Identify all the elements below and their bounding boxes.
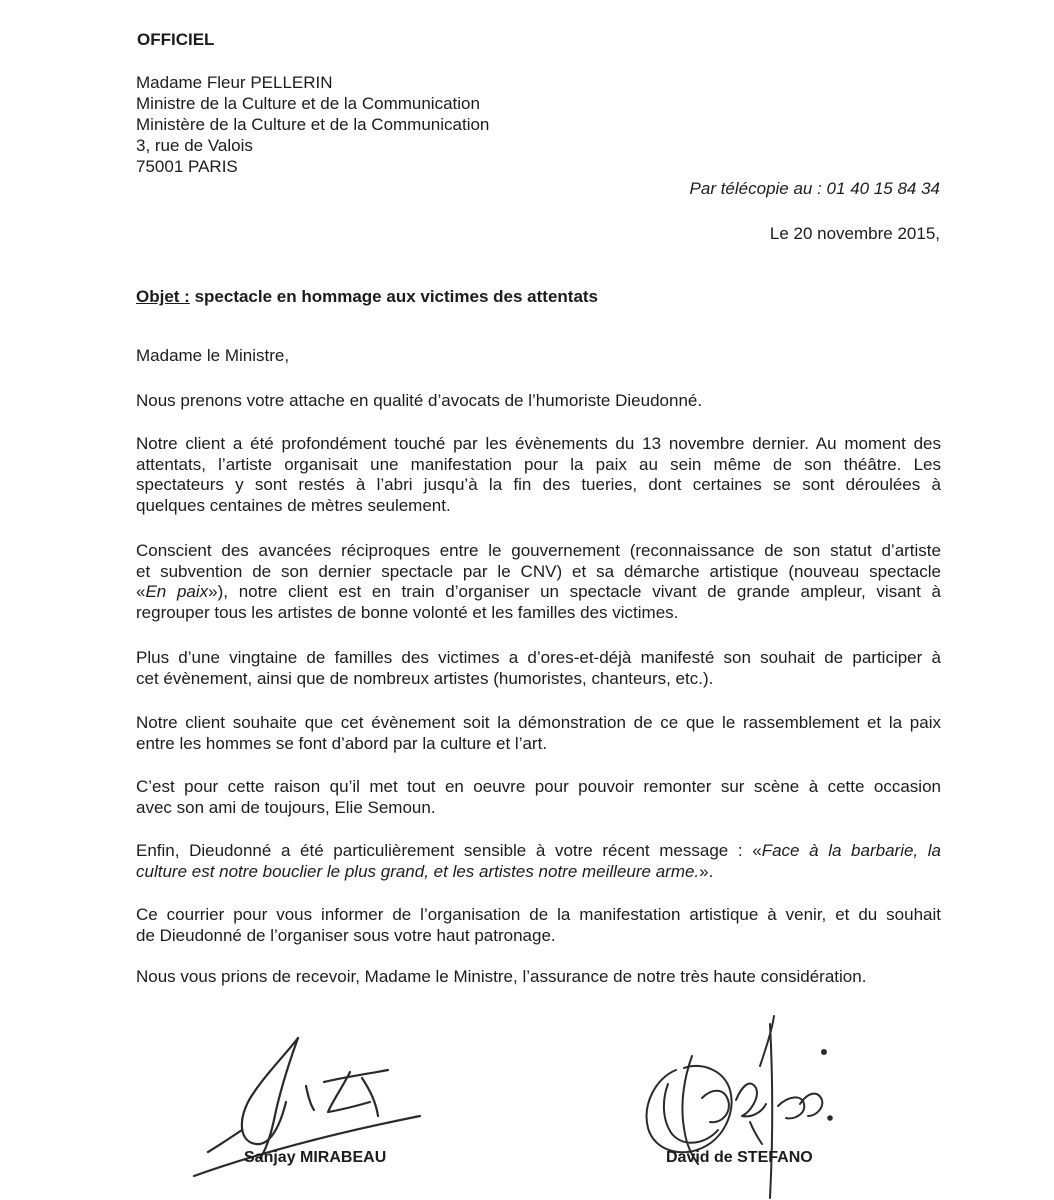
paragraph-7 — [136, 841, 941, 882]
fax-line: Par télécopie au : 01 40 15 84 34 — [689, 179, 940, 198]
recipient-ministry: Ministère de la Culture et de la Communication — [136, 115, 490, 134]
paragraph-3-line: regrouper tous les artistes de bonne volonté et les familles des victimes. — [136, 602, 679, 622]
paragraph-5 — [136, 713, 941, 754]
minister-quote: Face à la barbarie, la — [761, 841, 942, 860]
paragraph-2 — [136, 434, 941, 516]
paragraph-8 — [136, 905, 941, 946]
paragraph-5-line: entre les hommes se font d’abord par la culture et l’art. — [136, 733, 548, 753]
paragraph-4-line: Plus d’une vingtaine de familles des victimes a d’ores-et-déjà manifesté son souhait de participer à — [136, 648, 941, 667]
paragraph-3-line-rest: »), notre client est en train d’organiser un spectacle vivant de grande ampleur, visant à — [208, 582, 941, 602]
quote-open: « — [136, 582, 146, 602]
paragraph-7-line — [136, 862, 941, 883]
minister-quote-cont: culture est notre bouclier le plus grand, et les artistes notre meilleure arme. — [136, 861, 700, 881]
paragraph-3-line: et subvention de son dernier spectacle par le CNV) et sa démarche artistique (nouveau spectacle — [136, 561, 941, 581]
paragraph-3-line — [136, 582, 941, 603]
recipient-city: 75001 PARIS — [136, 157, 238, 176]
recipient-street: 3, rue de Valois — [136, 136, 253, 155]
show-title: En paix — [145, 582, 209, 602]
subject-label: Objet : — [136, 287, 190, 306]
paragraph-3 — [136, 541, 941, 623]
quote-close: ». — [699, 861, 714, 881]
salutation: Madame le Ministre, — [136, 346, 290, 365]
signatory-left-name: Sanjay MIRABEAU — [244, 1149, 387, 1166]
paragraph-2-line: quelques centaines de mètres seulement. — [136, 495, 451, 515]
paragraph-6-line: C’est pour cette raison qu’il met tout en oeuvre pour pouvoir remonter sur scène à cette occasion — [136, 777, 941, 796]
paragraph-3-line: Conscient des avancées réciproques entre le gouvernement (reconnaissance de son statut d’artiste — [136, 541, 941, 560]
paragraph-4-line: cet évènement, ainsi que de nombreux artistes (humoristes, chanteurs, etc.). — [136, 668, 714, 688]
letter-date: Le 20 novembre 2015, — [769, 224, 940, 243]
paragraph-9: Nous vous prions de recevoir, Madame le Ministre, l’assurance de notre très haute considération. — [136, 967, 867, 986]
paragraph-2-line: attentats, l’artiste organisait une manifestation pour la paix au sein même de son théâtre. Les — [136, 454, 941, 474]
paragraph-7-intro: Enfin, Dieudonné a été particulièrement sensible à votre récent message : « — [136, 841, 762, 860]
paragraph-6-line: avec son ami de toujours, Elie Semoun. — [136, 797, 436, 817]
paragraph-5-line: Notre client souhaite que cet évènement soit la démonstration de ce que le rassemblement et la paix — [136, 713, 941, 732]
signatory-right-name: David de STEFANO — [666, 1149, 813, 1166]
paragraph-2-line: spectateurs y sont restés à l’abri jusqu’à la fin des tueries, dont certaines se sont déroulées à — [136, 475, 941, 495]
paragraph-1: Nous prenons votre attache en qualité d’avocats de l’humoriste Dieudonné. — [136, 391, 703, 410]
recipient-name: Madame Fleur PELLERIN — [136, 73, 333, 92]
paragraph-4 — [136, 648, 941, 689]
recipient-title: Ministre de la Culture et de la Communication — [136, 94, 480, 113]
subject-line — [136, 287, 598, 307]
signature-right-icon — [632, 1008, 842, 1200]
paragraph-8-line: de Dieudonné de l’organiser sous votre haut patronage. — [136, 925, 556, 945]
paragraph-6 — [136, 777, 941, 818]
official-mark: OFFICIEL — [137, 30, 215, 49]
paragraph-7-line — [136, 841, 941, 862]
paragraph-8-line: Ce courrier pour vous informer de l’organisation de la manifestation artistique à venir, et du souhait — [136, 905, 941, 924]
subject-text: spectacle en hommage aux victimes des attentats — [189, 287, 599, 306]
paragraph-2-line: Notre client a été profondément touché par les évènements du 13 novembre dernier. Au moment des — [136, 434, 941, 453]
